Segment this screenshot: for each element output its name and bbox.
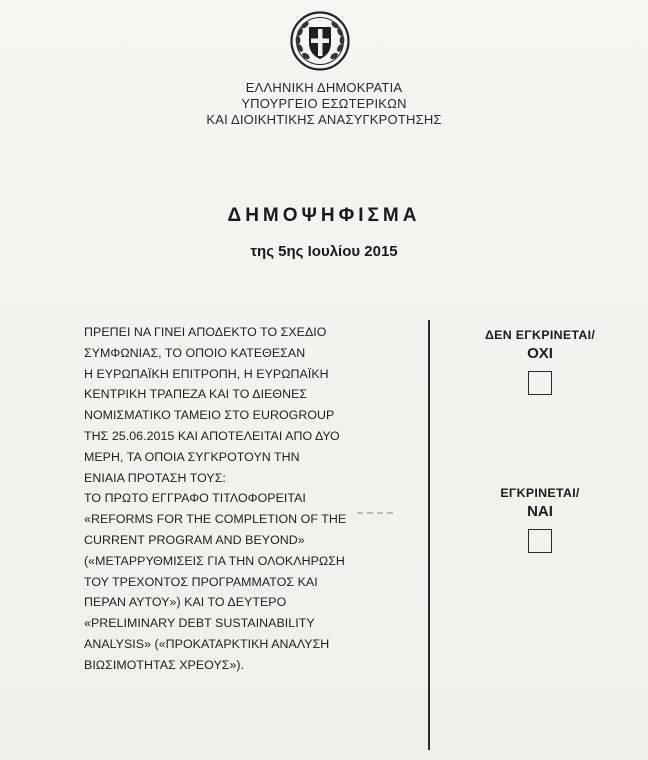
question-line: («ΜΕΤΑΡΡΥΘΜΙΣΕΙΣ ΓΙΑ ΤΗΝ ΟΛΟΚΛΗΡΩΣΗ (84, 553, 345, 568)
question-line: CURRENT PROGRAM AND BEYOND» (84, 532, 305, 547)
question-line: Η ΕΥΡΩΠΑΪΚΗ ΕΠΙΤΡΟΠΗ, Η ΕΥΡΩΠΑΪΚΗ (84, 366, 329, 381)
option-yes-label: ΕΓΚΡΙΝΕΤΑΙ/ (500, 486, 580, 500)
header-line-republic: ΕΛΛΗΝΙΚΗ ΔΗΜΟΚΡΑΤΙΑ (245, 80, 403, 95)
option-no (450, 328, 630, 395)
header-line-ministry: ΥΠΟΥΡΓΕΙΟ ΕΣΩΤΕΡΙΚΩΝ (241, 96, 407, 111)
question-line: «PRELIMINARY DEBT SUSTAINABILITY (84, 616, 315, 631)
question-line: ΜΕΡΗ, ΤΑ ΟΠΟΙΑ ΣΥΓΚΡΟΤΟΥΝ ΤΗΝ (84, 449, 300, 464)
column-divider (428, 320, 430, 750)
option-yes-answer: ΝΑΙ (527, 503, 553, 520)
option-no-label: ΔΕΝ ΕΓΚΡΙΝΕΤΑΙ/ (484, 328, 596, 342)
question-line: ΕΝΙΑΙΑ ΠΡΟΤΑΣΗ ΤΟΥΣ: (84, 470, 226, 485)
question-line: «REFORMS FOR THE COMPLETION OF THE (84, 512, 347, 527)
question-line: ΤΟΥ ΤΡΕΧΟΝΤΟΣ ΠΡΟΓΡΑΜΜΑΤΟΣ ΚΑΙ (84, 574, 318, 589)
question-line: ΤΗΣ 25.06.2015 ΚΑΙ ΑΠΟΤΕΛΕΙΤΑΙ ΑΠΟ ΔΥΟ (84, 428, 340, 443)
ink-smudge (357, 512, 393, 516)
question-line: ΣΥΜΦΩΝΙΑΣ, ΤΟ ΟΠΟΙΟ ΚΑΤΕΘΕΣΑΝ (84, 345, 306, 360)
question-line: ANALYSIS» («ΠΡΟΚΑΤΑΡΚΤΙΚΗ ΑΝΑΛΥΣΗ (84, 636, 330, 651)
question-line: ΒΙΩΣΙΜΟΤΗΤΑΣ ΧΡΕΟΥΣ»). (84, 657, 245, 672)
option-no-checkbox[interactable] (528, 371, 552, 395)
ballot-date: της 5ης Ιουλίου 2015 (250, 243, 398, 260)
question-line: ΝΟΜΙΣΜΑΤΙΚΟ ΤΑΜΕΙΟ ΣΤΟ EUROGROUP (84, 408, 335, 423)
referendum-question (84, 322, 419, 676)
issuing-authority (0, 80, 648, 128)
question-line: ΚΕΝΤΡΙΚΗ ΤΡΑΠΕΖΑ ΚΑΙ ΤΟ ΔΙΕΘΝΕΣ (84, 387, 308, 402)
option-yes (450, 486, 630, 553)
option-no-answer: ΟΧΙ (527, 345, 553, 362)
question-line: ΤΟ ΠΡΩΤΟ ΕΓΓΡΑΦΟ ΤΙΤΛΟΦΟΡΕΙΤΑΙ (84, 491, 306, 506)
coat-of-arms-icon (289, 10, 351, 72)
question-line: ΠΕΡΑΝ ΑΥΤΟΥ») ΚΑΙ ΤΟ ΔΕΥΤΕΡΟ (84, 595, 287, 610)
header-line-department: ΚΑΙ ΔΙΟΙΚΗΤΙΚΗΣ ΑΝΑΣΥΓΚΡΟΤΗΣΗΣ (206, 112, 442, 127)
option-yes-checkbox[interactable] (528, 529, 552, 553)
ballot-title: ΔΗΜΟΨΗΦΙΣΜΑ (227, 205, 421, 226)
question-line: ΠΡΕΠΕΙ ΝΑ ΓΙΝΕΙ ΑΠΟΔΕΚΤΟ ΤΟ ΣΧΕΔΙΟ (84, 325, 327, 339)
